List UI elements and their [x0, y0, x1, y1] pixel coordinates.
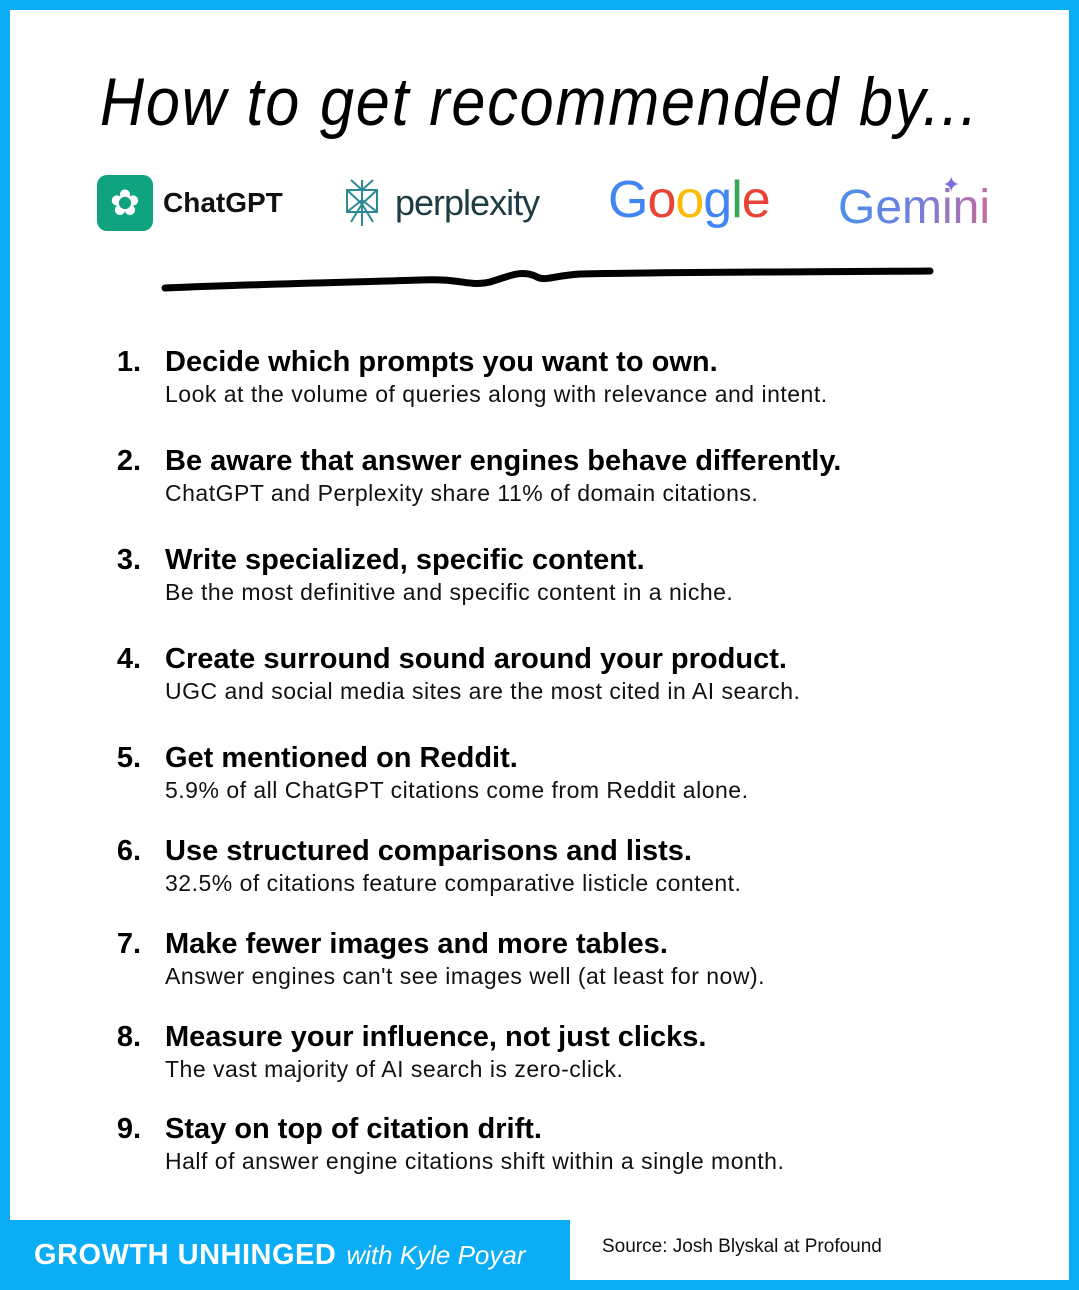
item-title: Be aware that answer engines behave differently. [165, 445, 842, 477]
squiggle-divider [160, 262, 940, 292]
item-description: 5.9% of all ChatGPT citations come from Reddit alone. [165, 777, 749, 803]
list-item [0, 1112, 1079, 1192]
brand-name: GROWTH UNHINGED [34, 1238, 337, 1271]
item-number: 4. [116, 643, 141, 675]
item-number: 2. [116, 445, 141, 477]
item-number: 6. [116, 835, 141, 867]
item-number: 9. [116, 1113, 141, 1145]
list-item [0, 543, 1079, 623]
item-title: Make fewer images and more tables. [165, 928, 668, 960]
item-description: Half of answer engine citations shift within a single month. [165, 1148, 785, 1174]
item-description: 32.5% of citations feature comparative listicle content. [165, 870, 742, 896]
google-label: Google [608, 171, 770, 229]
brand-author: with Kyle Poyar [346, 1239, 526, 1270]
item-description: Be the most definitive and specific content in a niche. [165, 579, 734, 605]
list-item [0, 444, 1079, 524]
item-number: 8. [116, 1021, 141, 1053]
item-title: Use structured comparisons and lists. [165, 835, 692, 867]
gemini-logo [838, 180, 990, 235]
source-credit: Source: Josh Blyskal at Profound [602, 1236, 882, 1257]
list-item [0, 1020, 1079, 1100]
chatgpt-label: ChatGPT [163, 187, 283, 218]
gemini-sparkle-icon: ✦ [942, 172, 961, 197]
item-description: The vast majority of AI search is zero-click. [165, 1056, 624, 1082]
chatgpt-logo [97, 175, 283, 231]
item-number: 7. [116, 928, 141, 960]
perplexity-icon [343, 178, 381, 228]
item-description: UGC and social media sites are the most cited in AI search. [165, 678, 801, 704]
item-description: ChatGPT and Perplexity share 11% of domain citations. [165, 480, 759, 506]
item-title: Write specialized, specific content. [165, 544, 645, 576]
list-item [0, 834, 1079, 914]
item-title: Decide which prompts you want to own. [165, 346, 718, 378]
footer-brand [0, 1220, 570, 1290]
perplexity-logo [343, 178, 539, 228]
list-item [0, 741, 1079, 821]
item-description: Look at the volume of queries along with relevance and intent. [165, 381, 828, 407]
item-number: 3. [116, 544, 141, 576]
logo-row [0, 170, 1079, 240]
item-title: Measure your influence, not just clicks. [165, 1021, 707, 1053]
list-item [0, 927, 1079, 1007]
item-number: 5. [116, 742, 141, 774]
google-logo [608, 170, 770, 230]
chatgpt-icon: ✿ [97, 175, 153, 231]
list-item [0, 642, 1079, 722]
perplexity-label: perplexity [395, 182, 540, 223]
item-title: Get mentioned on Reddit. [165, 742, 518, 774]
item-description: Answer engines can't see images well (at least for now). [165, 963, 765, 989]
list-item [0, 345, 1079, 425]
gemini-label: Gemini [838, 181, 991, 234]
page-title: How to get recommended by... [99, 64, 980, 140]
item-number: 1. [116, 346, 141, 378]
item-title: Create surround sound around your product. [165, 643, 787, 675]
item-title: Stay on top of citation drift. [165, 1113, 542, 1145]
